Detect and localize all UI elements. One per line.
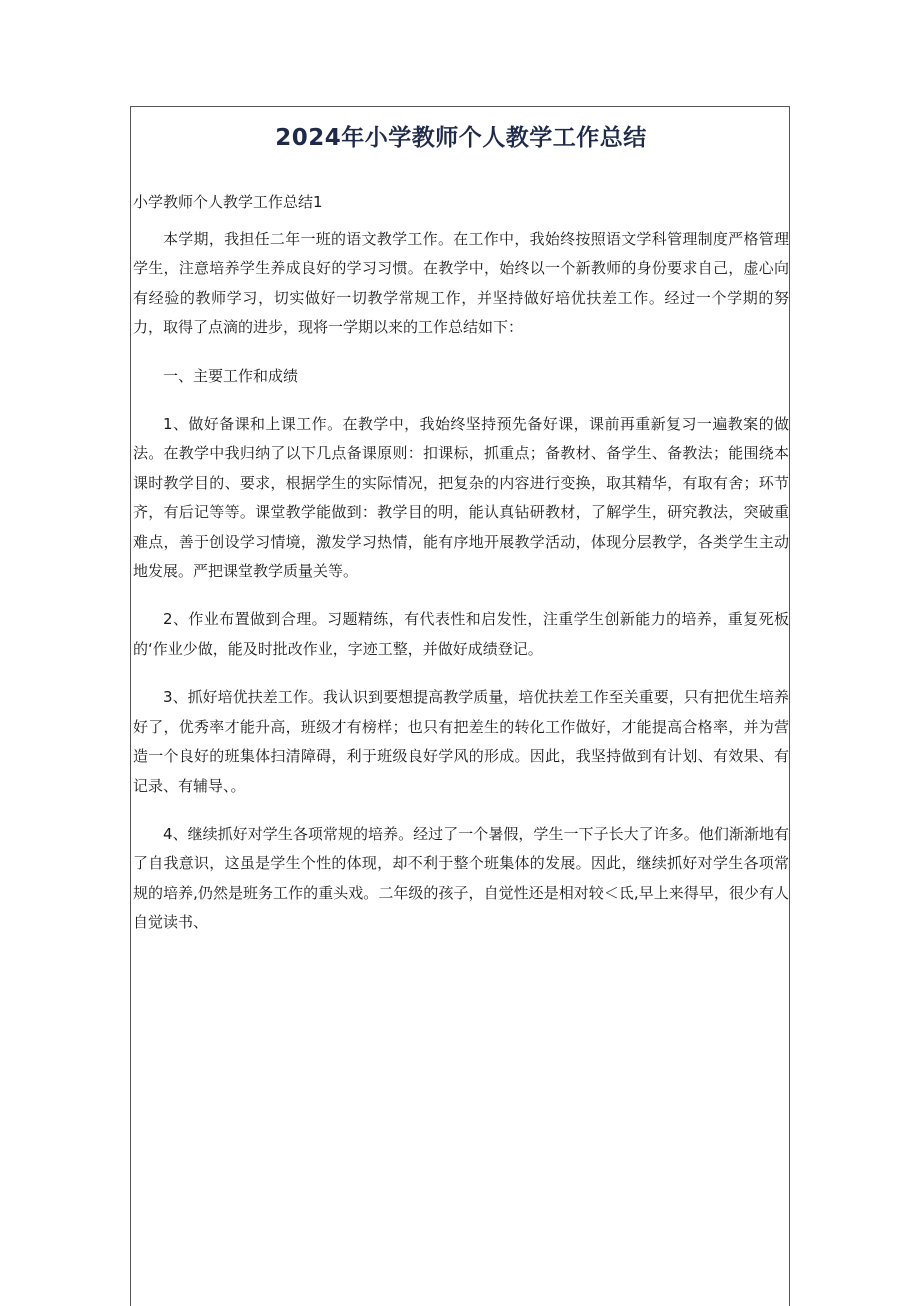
item-2-paragraph: 2、作业布置做到合理。习题精练，有代表性和启发性，注重学生创新能力的培养，重复死板的‘作业少做，能及时批改作业，字迹工整，并做好成绩登记。 bbox=[133, 610, 789, 658]
item-3-paragraph: 3、抓好培优扶差工作。我认识到要想提高教学质量，培优扶差工作至关重要，只有把优生培养好了，优秀率才能升高，班级才有榜样；也只有把差生的转化工作做好，才能提高合格率，并为营造一个良好的班集体扫清障碍，利于班级良好学风的形成。因此，我坚持做到有计划、有效果、有记录、有辅导、。 bbox=[133, 688, 789, 795]
section-heading: 一、主要工作和成绩 bbox=[163, 366, 299, 385]
document-title: 2024年小学教师个人教学工作总结 bbox=[275, 125, 647, 151]
item-4-paragraph: 4、继续抓好对学生各项常规的培养。经过了一个暑假，学生一下子长大了许多。他们渐渐地有了自我意识，这虽是学生个性的体现，却不利于整个班集体的发展。因此，继续抓好对学生各项常规的培养,仍然是班务工作的重头戏。二年级的孩子，自觉性还是相对较＜氐,早上来得早，很少有人自觉读书、 bbox=[133, 824, 789, 932]
document-page bbox=[130, 106, 790, 1306]
intro-paragraph: 本学期，我担任二年一班的语文教学工作。在工作中，我始终按照语文学科管理制度严格管理学生，注意培养学生养成良好的学习习惯。在教学中，始终以一个新教师的身份要求自己，虚心向有经验的教师学习，切实做好一切教学常规工作，并坚持做好培优扶差工作。经过一个学期的努力，取得了点滴的进步，现将一学期以来的工作总结如下： bbox=[133, 230, 789, 337]
section-subtitle: 小学教师个人教学工作总结1 bbox=[133, 193, 323, 211]
item-1-paragraph: 1、做好备课和上课工作。在教学中，我始终坚持预先备好课，课前再重新复习一遍教案的做法。在教学中我归纳了以下几点备课原则：扣课标，抓重点；备教材、备学生、备教法；能围绕本课时教学目的、要求，根据学生的实际情况，把复杂的内容进行变换，取其精华，有取有舍；环节齐，有后记等等。课堂教学能做到：教学目的明，能认真钻研教材，了解学生，研究教法，突破重难点，善于创设学习情境，激发学习热情，能有序地开展教学活动，体现分层教学，各类学生主动地发展。严把课堂教学质量关等。 bbox=[133, 415, 789, 581]
document-body bbox=[133, 225, 789, 957]
